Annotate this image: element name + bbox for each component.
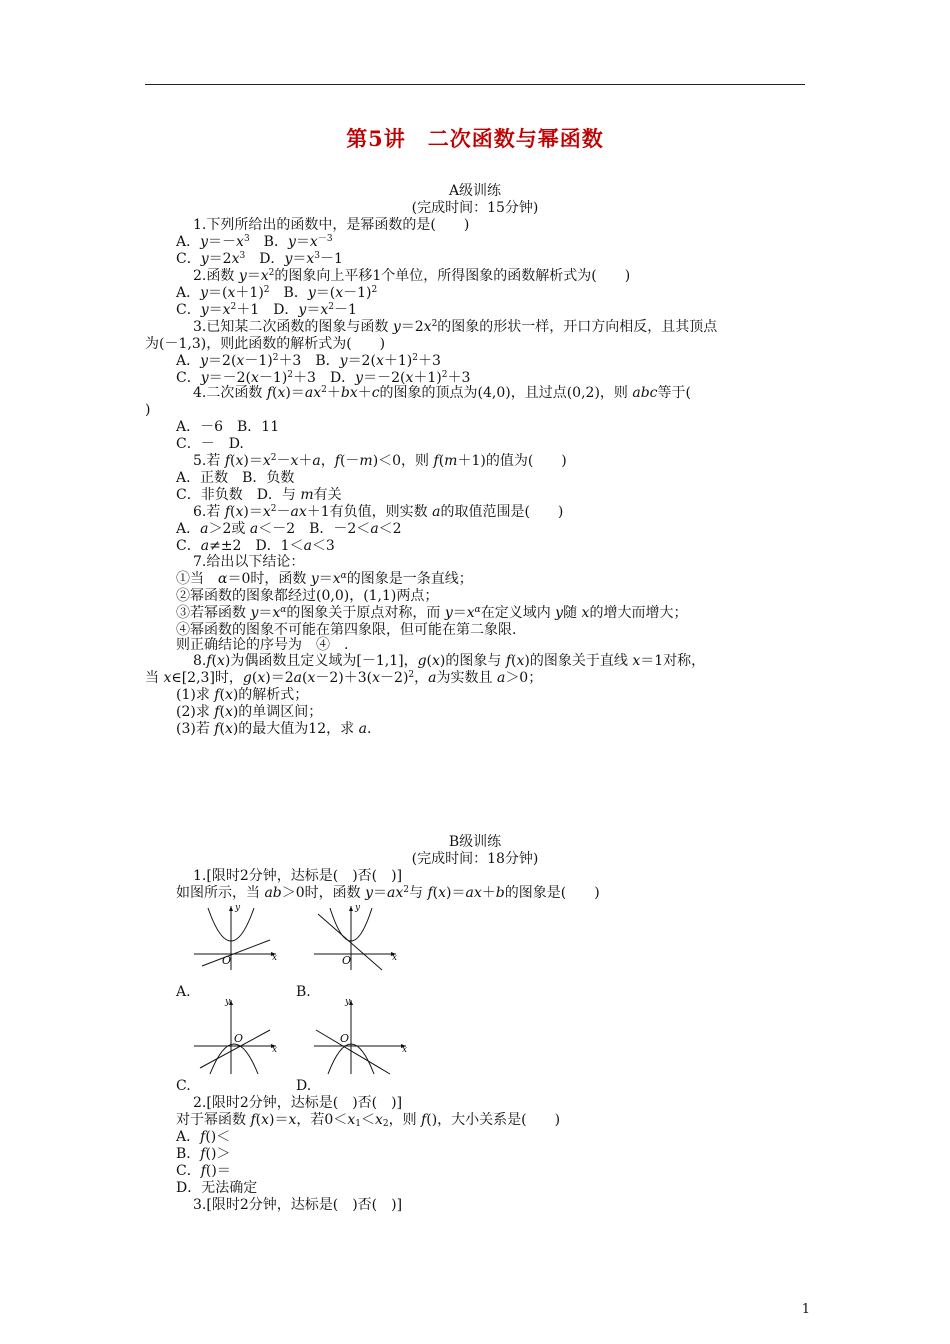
question-a7-item2: ②幂函数的图象都经过(0,0)，(1,1)两点； [176, 588, 439, 604]
question-a4-options-ab: A．－6 B．11 [176, 419, 280, 435]
section-b-heading: B级训练 [448, 834, 502, 850]
question-a7-item1: ①当 α＝0时，函数 $y=x^\alpha$的图象是一条直线； [176, 571, 473, 587]
graph-c-origin: O [234, 1032, 244, 1045]
question-b2-option-b: B．f()＞ [176, 1146, 231, 1162]
question-a8-part2: (2)求 f(x)的单调区间； [176, 704, 323, 720]
question-a3-options-cd: C．$y=-2(x-1)^2+3$ D．$y=-2(x+1)^2+3$ [176, 370, 471, 386]
question-a3: 3.已知某二次函数的图象与函数 $y=2x^2$的图象的形状一样，开口方向相反，且其顶点 [193, 319, 718, 335]
graph-b-y-arrow [349, 906, 353, 911]
question-a4-cont: ) [145, 402, 151, 418]
question-a1-options-ab: A．$y=-x^3$ B．$y=x^{-3}$ [176, 234, 333, 250]
question-a2: 2.函数 $y=x^2$的图象向上平移1个单位，所得图象的函数解析式为( ) [193, 268, 631, 284]
question-a5-options-ab: A．正数 B．负数 [176, 470, 295, 486]
question-a8-part1: (1)求 f(x)的解析式； [176, 687, 309, 703]
graph-a-x-label: x [272, 953, 278, 963]
graph-d-line [316, 1030, 390, 1074]
graph-c-option-label: C. [176, 1078, 191, 1094]
question-b2-option-a: A．f()＜ [176, 1129, 231, 1145]
question-a4-options-cd: C．－ D. [176, 436, 244, 452]
question-a2-options-ab: A．$y=(x+1)^2$ B．$y=(x-1)^2$ [176, 285, 378, 301]
graph-d-svg [310, 996, 410, 1076]
graph-d-x-label: x [402, 1045, 408, 1055]
question-a3-cont: 为(－1,3)，则此函数的解析式为( ) [145, 336, 386, 352]
question-a8: 8.f(x)为偶函数且定义域为[－1,1]，g(x)的图象与 f(x)的图象关于直线 x＝1对称， [193, 653, 706, 669]
graph-option-d [310, 996, 410, 1076]
graph-a-origin: O [222, 954, 232, 967]
graph-b-option-label: B. [296, 984, 311, 1000]
question-a6-options-ab: A．a＞2或 a＜－2 B．－2＜a＜2 [176, 521, 402, 537]
question-b3: 3.[限时2分钟，达标是( )否( )] [193, 1197, 403, 1213]
question-a1: 1.下列所给出的函数中，是幂函数的是( ) [193, 217, 470, 233]
graph-option-b [310, 902, 400, 972]
question-a8-part3: (3)若 f(x)的最大值为12，求 a. [176, 721, 372, 737]
question-b1: 1.[限时2分钟，达标是( )否( )] [193, 868, 403, 884]
question-b2: 2.[限时2分钟，达标是( )否( )] [193, 1095, 403, 1111]
question-a4: 4.二次函数 $f(x)=ax^2+bx+c$的图象的顶点为(4,0)，且过点(0,2)，则 abc等于( [193, 385, 691, 401]
question-b2-option-d: D．无法确定 [176, 1180, 258, 1196]
section-a-time: (完成时间：15分钟) [411, 200, 539, 216]
question-a7-item4: ④幂函数的图象不可能在第四象限，但可能在第二象限. [176, 622, 517, 638]
question-a7: 7.给出以下结论： [193, 554, 305, 570]
graph-option-a [190, 902, 280, 972]
section-b-time: (完成时间：18分钟) [411, 851, 539, 867]
question-a5: 5.若 $f(x)=x^2-x+a$，f(－m)＜0，则 f(m＋1)的值为( ) [193, 453, 567, 469]
question-a5-options-cd: C．非负数 D．与 m有关 [176, 487, 342, 503]
question-a3-options-ab: A．$y=2(x-1)^2+3$ B．$y=2(x+1)^2+3$ [176, 353, 441, 369]
graph-b-origin: O [342, 954, 352, 967]
question-a2-options-cd: C．$y=x^2+1$ D．$y=x^2-1$ [176, 302, 357, 318]
graph-d-option-label: D. [296, 1078, 312, 1094]
question-a1-options-cd: C．$y=2x^3$ D．$y=x^3-1$ [176, 251, 343, 267]
question-a8-cont: 当 x∈[2,3]时，$g(x)=2a(x-2)+3(x-2)^2$，a为实数且 a＞0； [145, 670, 543, 686]
graph-a-option-label: A. [176, 984, 191, 1000]
question-b2-option-c: C．f()＝ [176, 1163, 231, 1179]
graph-b-y-label: y [355, 903, 361, 913]
question-a7-ask: 则正确结论的序号为 ④ . [176, 637, 349, 653]
question-a6-options-cd: C．a≠±2 D．1＜a＜3 [176, 538, 335, 554]
question-a7-item3: ③若幂函数 $y=x^\alpha$的图象关于原点对称，而 $y=x^\alpha$在定义域内 y随 x的增大而增大； [176, 605, 688, 621]
graph-a-y-label: y [235, 903, 241, 913]
section-a-heading: A级训练 [448, 183, 502, 199]
graph-option-c [190, 996, 280, 1076]
graph-c-y-label: y [225, 997, 231, 1007]
page-title: 第5讲 二次函数与幂函数 [346, 126, 604, 151]
question-b2-stem: 对于幂函数 f(x)＝x，若$0<x_1<x_2$，则 f()，大小关系是( ) [176, 1112, 561, 1129]
graph-d-origin: O [340, 1032, 350, 1045]
graph-c-x-label: x [272, 1045, 278, 1055]
graph-d-y-label: y [345, 997, 351, 1007]
question-b1-stem: 如图所示，当 ab＞0时，函数 $y=ax^2$与 f(x)＝ax＋b的图象是( ) [176, 885, 600, 901]
header-rule [145, 84, 805, 85]
graph-b-x-label: x [392, 953, 398, 963]
question-a6: 6.若 $f(x)=x^2-ax+1$有负值，则实数 a的取值范围是( ) [193, 504, 564, 520]
page-number: 1 [801, 1302, 810, 1317]
graph-a-y-arrow [229, 906, 233, 911]
graph-a-line [202, 940, 270, 966]
